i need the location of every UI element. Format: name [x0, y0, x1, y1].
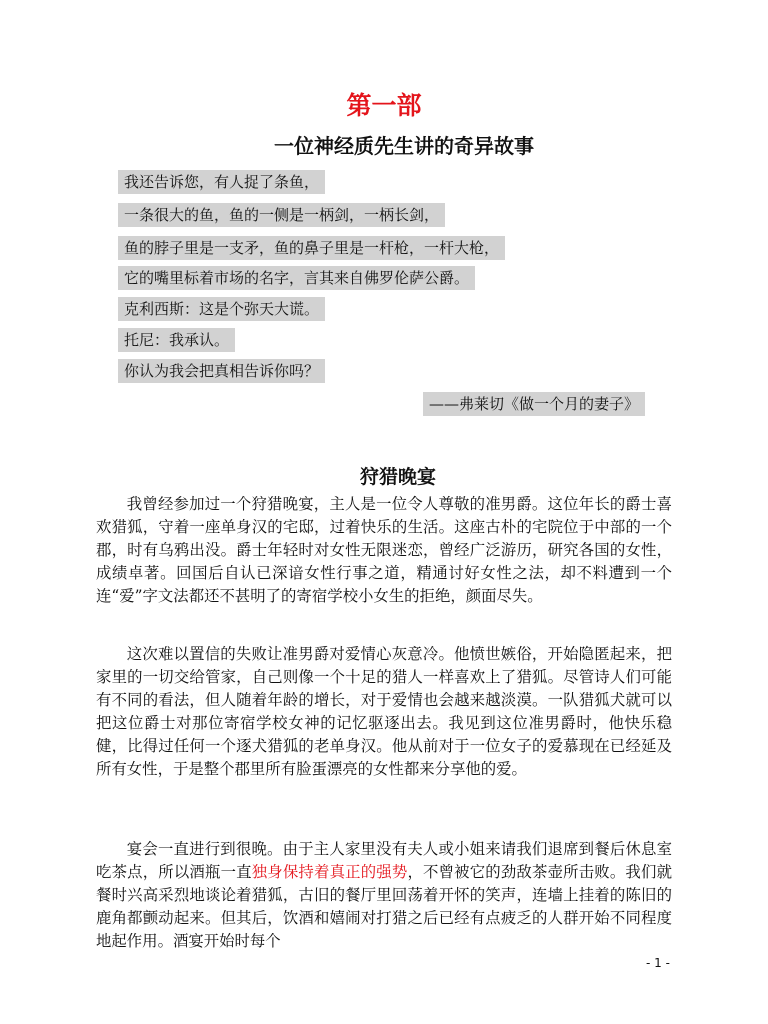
epigraph-line: 一条很大的鱼，鱼的一侧是一柄剑，一柄长剑， — [118, 203, 445, 227]
epigraph-line: 它的嘴里标着市场的名字，言其来自佛罗伦萨公爵。 — [118, 266, 475, 290]
epigraph-line: 克利西斯：这是个弥天大谎。 — [118, 297, 325, 321]
epigraph-line: 鱼的脖子里是一支矛，鱼的鼻子里是一杆枪，一杆大枪， — [118, 236, 505, 260]
paragraph-text: ，不曾被它的劲敌茶壶所击败。我们就餐时兴高采烈地谈论着猎狐，古旧的餐厅里回荡着开怀的笑声，连墙上挂着的陈旧的鹿角都颤动起来。但其后，饮酒和嬉闹对打猎之后已经有点疲乏的人群开始不同程度地起作用。酒宴开始时每个 — [96, 862, 672, 950]
epigraph-attribution: ——弗莱切《做一个月的妻子》 — [423, 392, 645, 416]
epigraph-line: 托尼：我承认。 — [118, 328, 235, 352]
body-paragraph: 这次难以置信的失败让准男爵对爱情心灰意冷。他愤世嫉俗，开始隐匿起来，把家里的一切交给管家，自己则像一个十足的猎人一样喜欢上了猎狐。尽管诗人们可能有不同的看法，但人随着年龄的增长，对于爱情也会越来越淡漠。一队猎狐犬就可以把这位爵士对那位寄宿学校女神的记忆驱逐出去。我见到这位准男爵时，他快乐稳健，比得过任何一个逐犬猎狐的老单身汉。他从前对于一位女子的爱慕现在已经延及所有女性，于是整个郡里所有脸蛋漂亮的女性都来分享他的爱。 — [96, 645, 672, 778]
highlighted-text: 独身保持着真正的强势 — [251, 862, 408, 881]
body-paragraph — [96, 838, 672, 953]
body-paragraph: 我曾经参加过一个狩猎晚宴，主人是一位令人尊敬的准男爵。这位年长的爵士喜欢猎狐，守着一座单身汉的宅邸，过着快乐的生活。这座古朴的宅院位于中部的一个郡，时有乌鸦出没。爵士年轻时对女性无限迷恋，曾经广泛游历，研究各国的女性，成绩卓著。回国后自认已深谙女性行事之道，精通讨好女性之法，却不料遭到一个连“爱”字文法都还不甚明了的寄宿学校小女生的拒绝，颜面尽失。 — [96, 495, 672, 605]
page-number: - 1 - — [646, 956, 670, 970]
story-title: 一位神经质先生讲的奇异故事 — [274, 134, 534, 158]
part-title: 第一部 — [346, 91, 422, 120]
section-title: 狩猎晚宴 — [359, 466, 436, 488]
paragraph-text: 宴会一直进行到很晚。由于主人家里没有夫人或小姐来请我们退席到餐后休息室吃茶点，所以酒瓶一直 — [96, 840, 672, 881]
epigraph-line: 我还告诉您，有人捉了条鱼， — [118, 170, 325, 194]
epigraph-line: 你认为我会把真相告诉你吗？ — [118, 359, 325, 383]
